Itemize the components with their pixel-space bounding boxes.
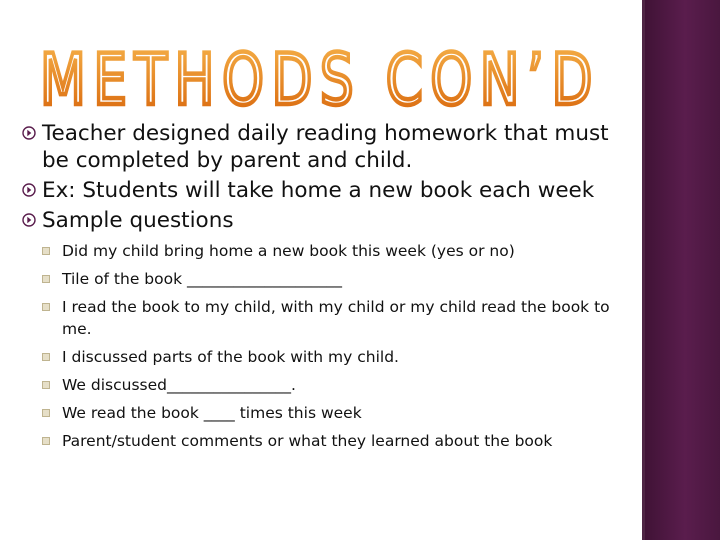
sub-bullet-item [41,346,637,368]
sub-bullet-item [41,402,637,424]
circle-arrow-icon [22,183,36,197]
slide-title-text: METHODS CON’D [40,39,600,121]
sub-bullet-text: We read the book ____ times this week [62,404,362,422]
slide-title [36,39,606,121]
bullet-item [22,120,637,174]
sub-bullet-item [41,430,637,452]
sub-bullet-item [41,374,637,396]
square-icon [42,409,50,417]
square-icon [42,303,50,311]
bullet-text: Sample questions [42,208,234,233]
sub-bullet-item [41,296,637,340]
square-icon [42,353,50,361]
sub-bullet-text: Parent/student comments or what they learned about the book [62,432,553,450]
bullet-text: Ex: Students will take home a new book each week [42,178,595,203]
square-icon [42,247,50,255]
bullet-item [22,207,637,452]
circle-arrow-icon [22,213,36,227]
sub-bullet-text: Did my child bring home a new book this week (yes or no) [62,242,515,260]
circle-arrow-icon [22,126,36,140]
bullet-item [22,177,637,204]
sub-bullet-item [41,240,637,262]
bullet-list [22,120,637,458]
sub-bullet-text: I discussed parts of the book with my child. [62,348,399,366]
bullet-text: Teacher designed daily reading homework that must be completed by parent and child. [42,121,609,173]
side-decorative-band [642,0,720,540]
sub-bullet-list [41,240,637,452]
sub-bullet-text: I read the book to my child, with my child or my child read the book to me. [62,298,610,338]
sub-bullet-text: We discussed________________. [62,376,296,394]
square-icon [42,275,50,283]
square-icon [42,381,50,389]
sub-bullet-text: Tile of the book ____________________ [62,270,343,288]
sub-bullet-item [41,268,637,290]
square-icon [42,437,50,445]
